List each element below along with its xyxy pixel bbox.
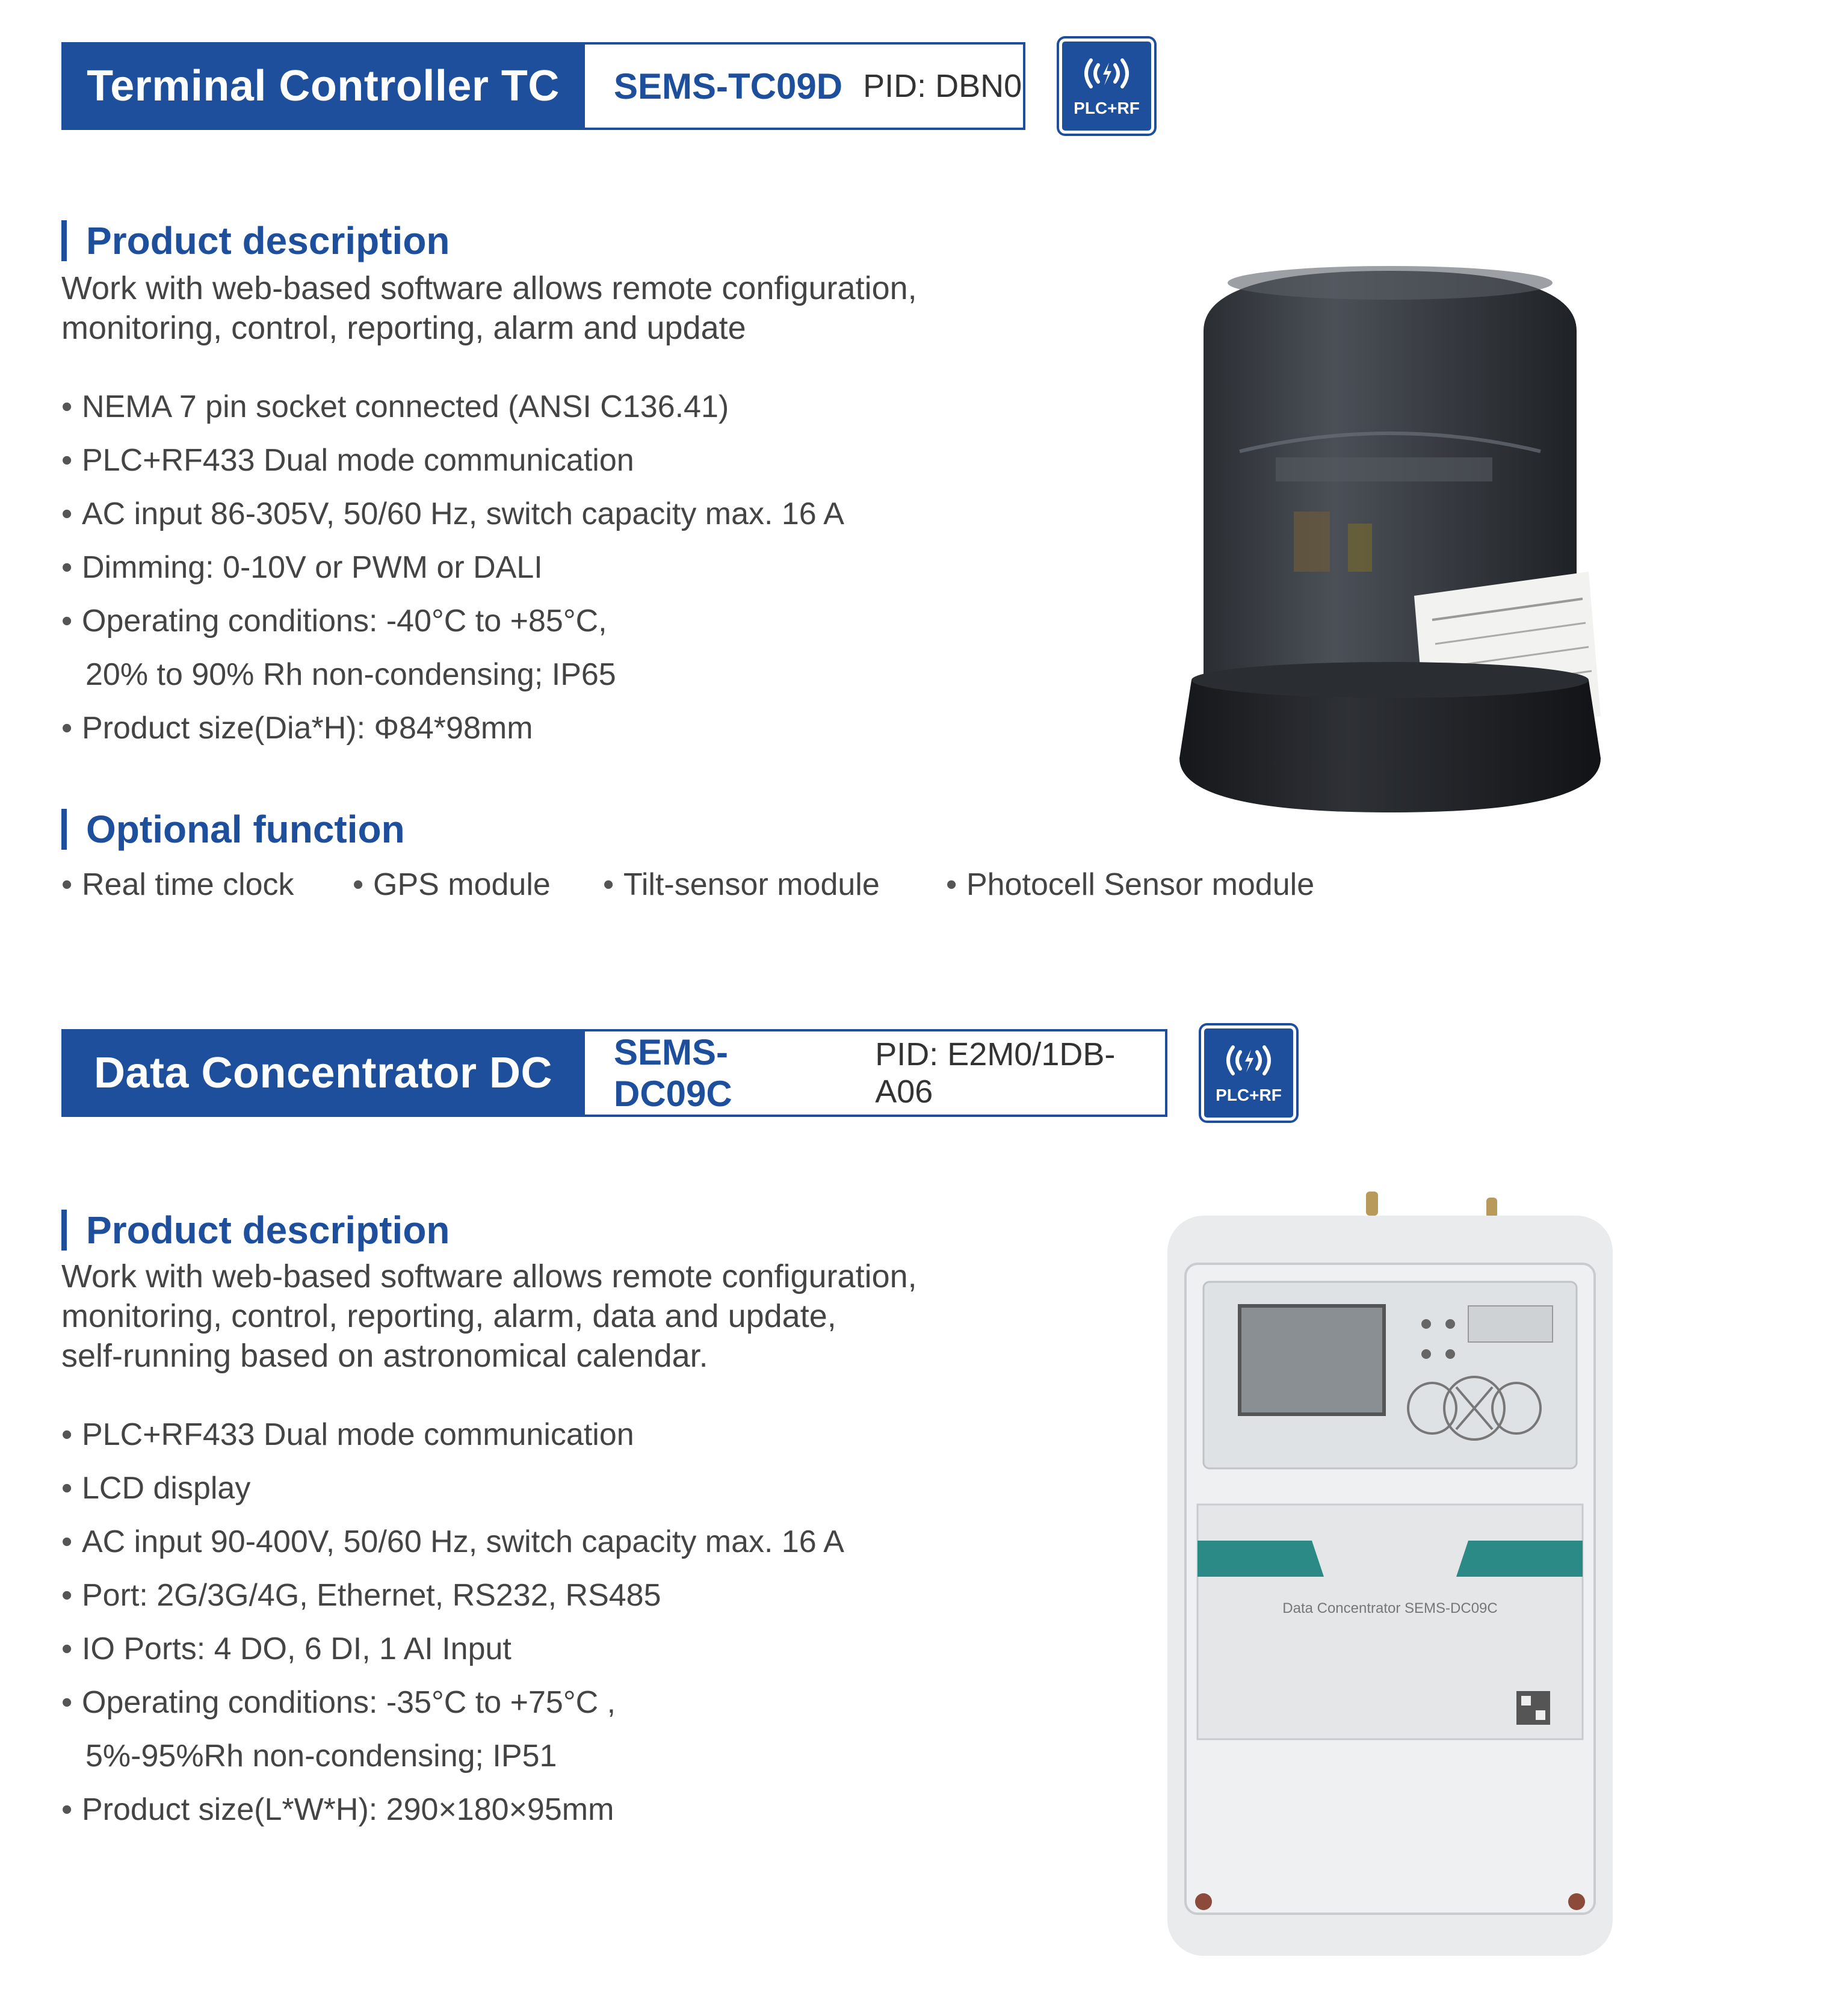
concentrator-plc-rf-badge bbox=[1201, 1025, 1296, 1121]
list-item: • NEMA 7 pin socket connected (ANSI C136.41) bbox=[61, 380, 844, 434]
bullet-dot-icon: • bbox=[61, 1792, 73, 1827]
terminal-description bbox=[61, 268, 917, 348]
terminal-feature-list bbox=[61, 380, 844, 755]
data-concentrator-image bbox=[1161, 1192, 1619, 1968]
concentrator-model-box bbox=[585, 1029, 1167, 1117]
terminal-header bbox=[61, 42, 1025, 130]
bullet-dot-icon: • bbox=[61, 1524, 73, 1559]
terminal-title: Terminal Controller TC bbox=[61, 42, 585, 130]
concentrator-model: SEMS-DC09C bbox=[614, 1032, 732, 1114]
concentrator-description-line: monitoring, control, reporting, alarm, data and update, bbox=[61, 1298, 836, 1334]
list-item: • GPS module bbox=[353, 867, 551, 902]
bullet-dot-icon: • bbox=[61, 389, 73, 424]
bullet-dot-icon: • bbox=[603, 867, 614, 902]
bullet-dot-icon: • bbox=[61, 1685, 73, 1720]
list-item: • Port: 2G/3G/4G, Ethernet, RS232, RS485 bbox=[61, 1569, 844, 1622]
list-item: 5%-95%Rh non-condensing; IP51 bbox=[85, 1739, 557, 1774]
concentrator-title: Data Concentrator DC bbox=[61, 1029, 585, 1117]
concentrator-description bbox=[61, 1257, 917, 1376]
bullet-dot-icon: • bbox=[61, 1631, 73, 1666]
concentrator-description-line: Work with web-based software allows remote configuration, bbox=[61, 1258, 917, 1294]
list-item: • Real time clock bbox=[61, 867, 294, 902]
terminal-model-box bbox=[585, 42, 1025, 130]
concentrator-description-heading: Product description bbox=[61, 1210, 450, 1251]
bullet-dot-icon: • bbox=[353, 867, 364, 902]
list-item: • AC input 90-400V, 50/60 Hz, switch capacity max. 16 A bbox=[61, 1515, 844, 1569]
list-item: • Photocell Sensor module bbox=[946, 867, 1315, 902]
concentrator-badge-label: PLC+RF bbox=[1216, 1086, 1282, 1104]
terminal-description-line: Work with web-based software allows remote configuration, bbox=[61, 270, 917, 306]
wireless-signal-icon bbox=[1078, 54, 1136, 93]
terminal-badge-label: PLC+RF bbox=[1074, 99, 1140, 117]
list-item: • Operating conditions: -35°C to +75°C , bbox=[61, 1676, 844, 1730]
terminal-model: SEMS-TC09D bbox=[614, 66, 843, 107]
bullet-dot-icon: • bbox=[61, 867, 73, 902]
list-item: • Dimming: 0-10V or PWM or DALI bbox=[61, 541, 844, 595]
bullet-dot-icon: • bbox=[61, 1417, 73, 1452]
device-label-text: Data Concentrator SEMS-DC09C bbox=[1282, 1600, 1498, 1616]
bullet-dot-icon: • bbox=[61, 711, 73, 746]
bullet-dot-icon: • bbox=[946, 867, 957, 902]
bullet-dot-icon: • bbox=[61, 1471, 73, 1506]
bullet-dot-icon: • bbox=[61, 604, 73, 639]
concentrator-header bbox=[61, 1029, 1167, 1117]
list-item: 20% to 90% Rh non-condensing; IP65 bbox=[85, 657, 616, 692]
optional-function-list bbox=[61, 867, 1385, 915]
terminal-controller-section bbox=[0, 0, 1848, 987]
list-item: • PLC+RF433 Dual mode communication bbox=[61, 434, 844, 487]
optional-function-heading: Optional function bbox=[61, 809, 405, 850]
terminal-description-heading: Product description bbox=[61, 220, 450, 261]
data-concentrator-section bbox=[0, 987, 1848, 2004]
concentrator-pid: PID: E2M0/1DB-A06 bbox=[875, 1036, 1116, 1110]
list-item: • AC input 86-305V, 50/60 Hz, switch capacity max. 16 A bbox=[61, 487, 844, 541]
wireless-signal-icon bbox=[1220, 1041, 1278, 1080]
list-item: • PLC+RF433 Dual mode communication bbox=[61, 1408, 844, 1462]
bullet-dot-icon: • bbox=[61, 496, 73, 531]
list-item: • LCD display bbox=[61, 1462, 844, 1515]
concentrator-feature-list bbox=[61, 1408, 844, 1837]
list-item: • IO Ports: 4 DO, 6 DI, 1 AI Input bbox=[61, 1622, 844, 1676]
bullet-dot-icon: • bbox=[61, 443, 73, 478]
concentrator-description-line: self-running based on astronomical calendar. bbox=[61, 1338, 708, 1374]
list-item: • Operating conditions: -40°C to +85°C, bbox=[61, 595, 844, 648]
terminal-plc-rf-badge bbox=[1059, 39, 1154, 134]
list-item: • Product size(Dia*H): Φ84*98mm bbox=[61, 702, 844, 755]
terminal-description-line: monitoring, control, reporting, alarm and update bbox=[61, 310, 746, 346]
list-item: • Product size(L*W*H): 290×180×95mm bbox=[61, 1783, 844, 1837]
bullet-dot-icon: • bbox=[61, 1578, 73, 1613]
terminal-controller-image bbox=[1167, 259, 1613, 830]
terminal-pid: PID: DBN0 bbox=[863, 68, 1022, 104]
bullet-dot-icon: • bbox=[61, 550, 73, 585]
list-item: • Tilt-sensor module bbox=[603, 867, 880, 902]
